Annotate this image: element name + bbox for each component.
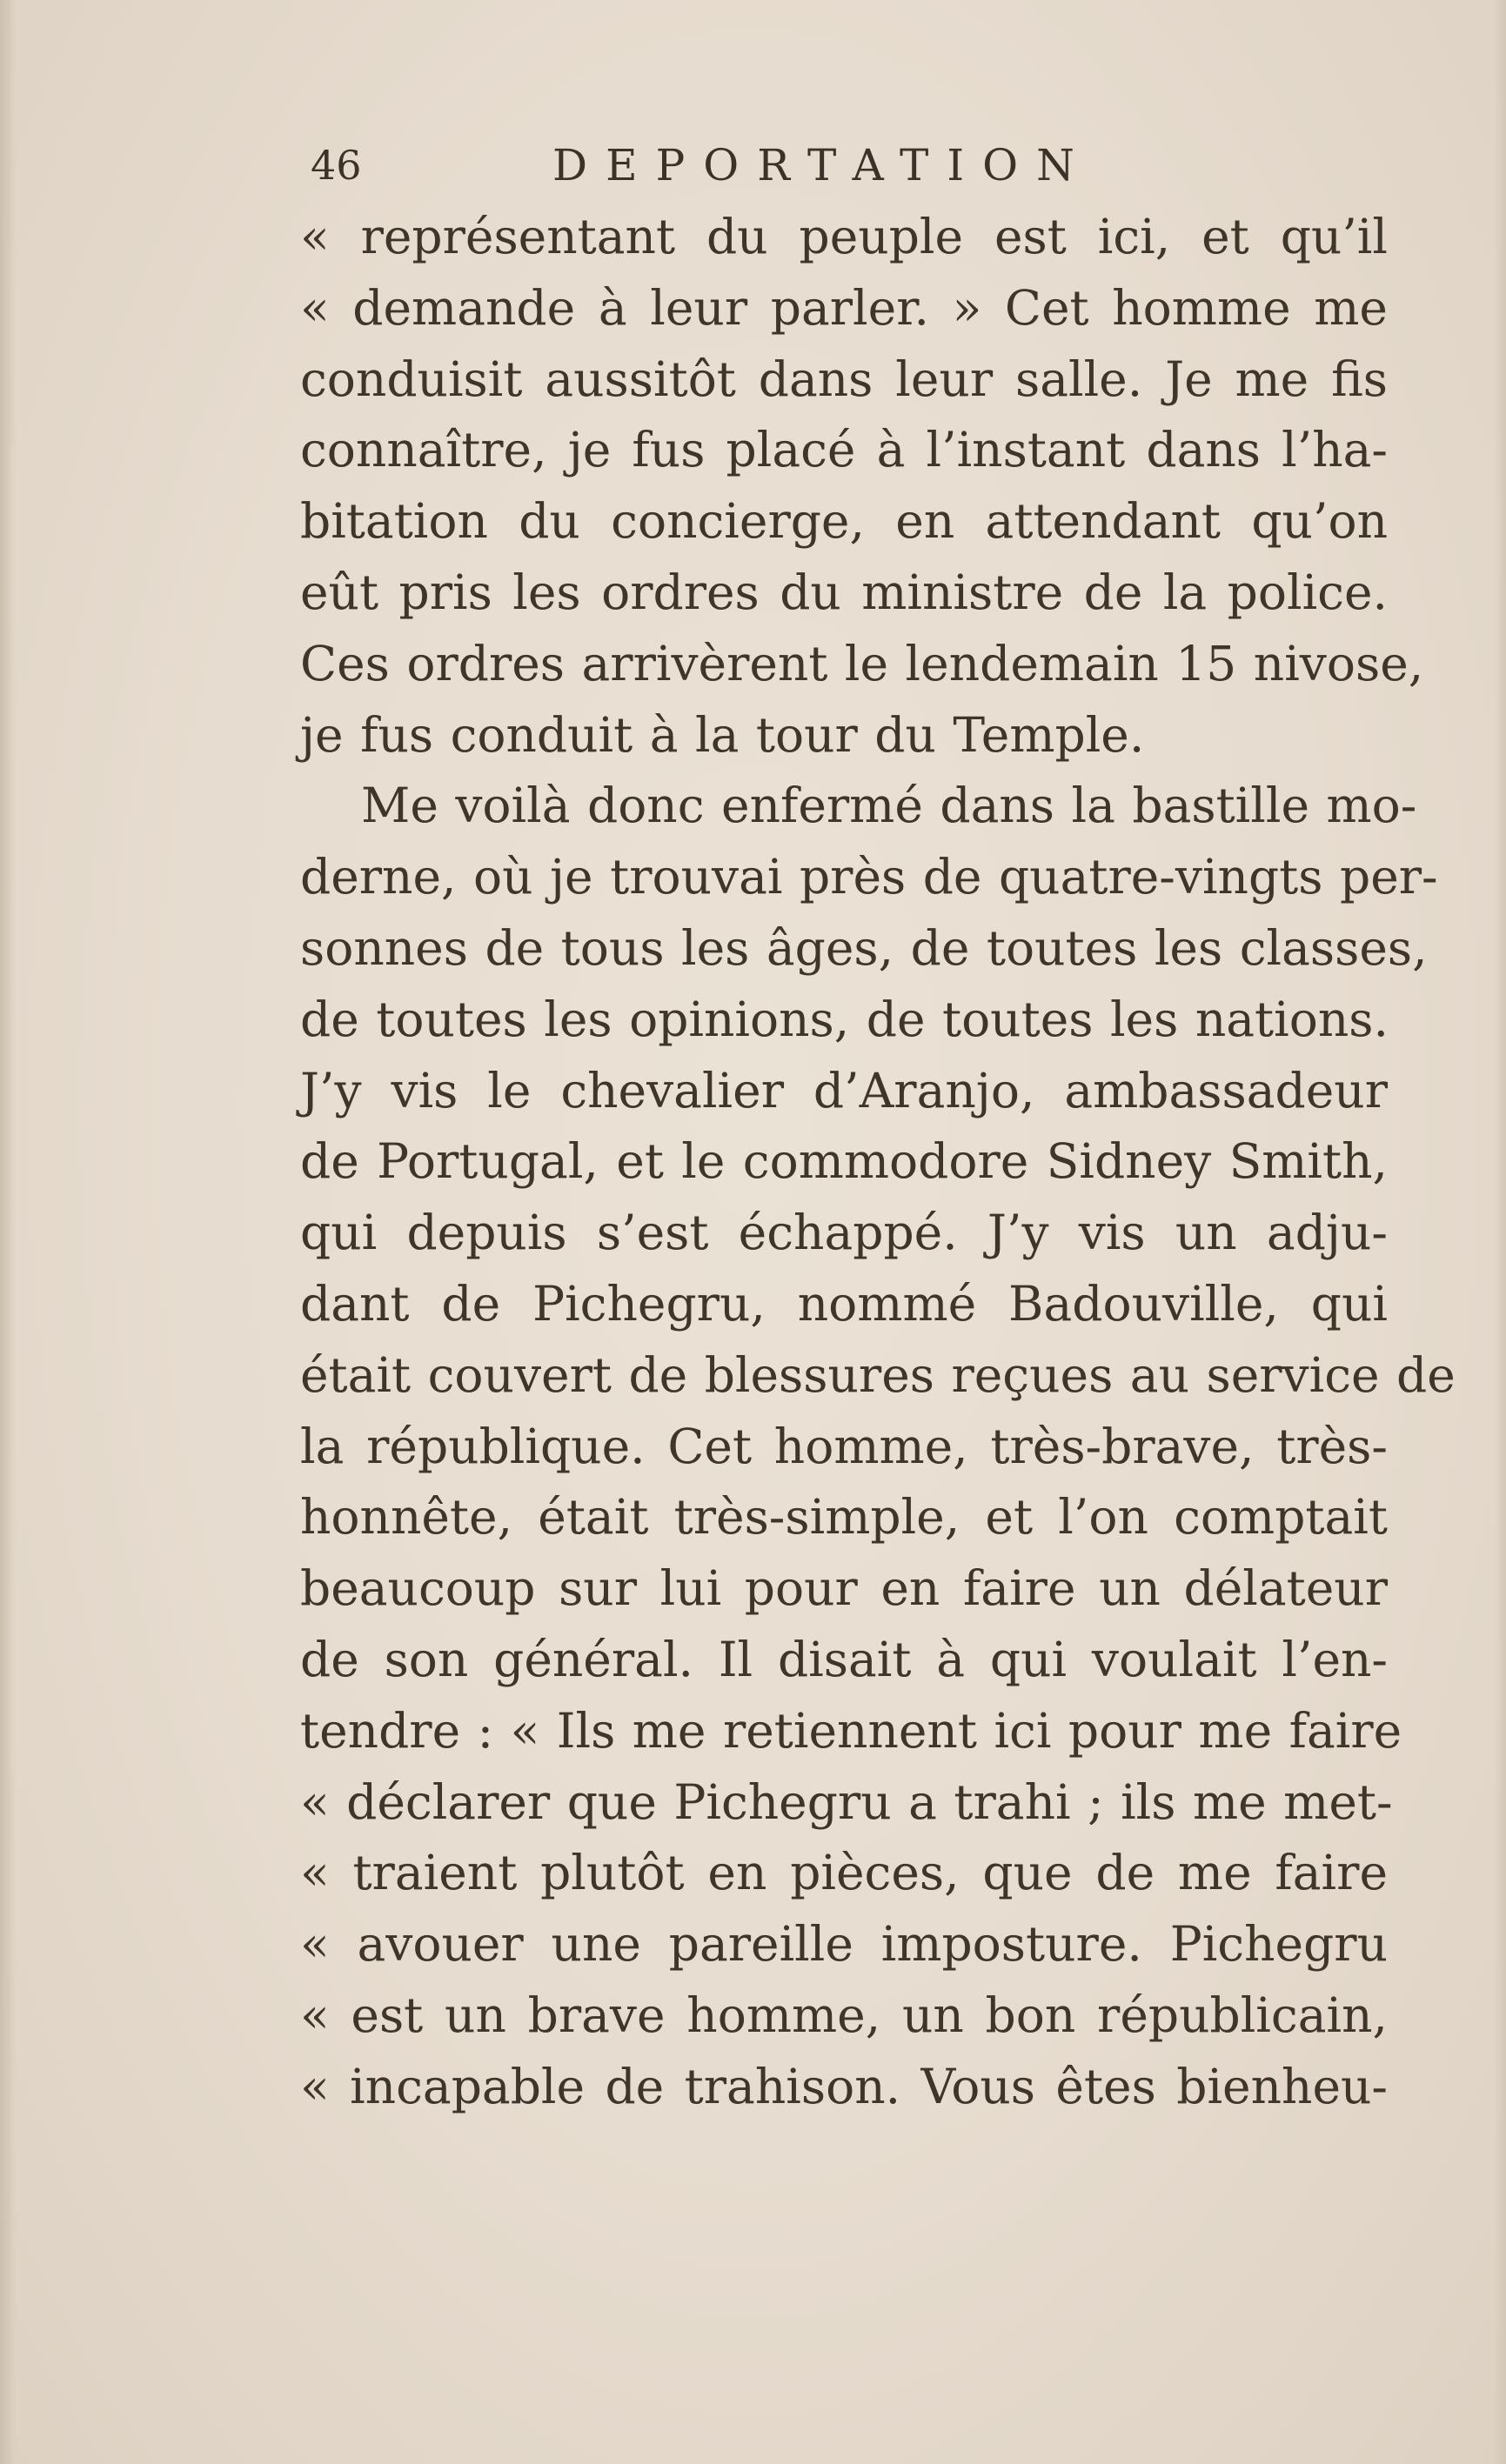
- text-line: eût pris les ordres du ministre de la police.: [300, 564, 1388, 620]
- text-line: « traient plutôt en pièces, que de me faire: [300, 1845, 1388, 1901]
- page-edge-left: [0, 0, 16, 2464]
- text-line: J’y vis le chevalier d’Aranjo, ambassadeur: [300, 1062, 1388, 1118]
- text-line: « incapable de trahison. Vous êtes bienheu-: [300, 2058, 1388, 2114]
- text-line: beaucoup sur lui pour en faire un délateur: [300, 1560, 1388, 1617]
- text-line: dant de Pichegru, nommé Badouville, qui: [300, 1275, 1388, 1332]
- text-line: la république. Cet homme, très-brave, très-: [300, 1418, 1388, 1474]
- text-line: « avouer une pareille imposture. Pichegru: [300, 1916, 1388, 1973]
- text-line: Ces ordres arrivèrent le lendemain 15 nivose,: [300, 635, 1424, 691]
- text-line: Me voilà donc enfermé dans la bastille mo-: [361, 778, 1417, 834]
- text-line: « déclarer que Pichegru a trahi ; ils me met-: [300, 1773, 1393, 1830]
- text-line: conduisit aussitôt dans leur salle. Je me fis: [300, 351, 1388, 407]
- text-line: tendre : « Ils me retiennent ici pour me faire: [300, 1702, 1402, 1759]
- text-line: était couvert de blessures reçues au service de: [300, 1346, 1456, 1403]
- text-line: honnête, était très-simple, et l’on comptait: [300, 1489, 1388, 1546]
- text-line: « est un brave homme, un bon républicain,: [300, 1987, 1388, 2043]
- text-line: sonnes de tous les âges, de toutes les classes,: [300, 919, 1428, 976]
- text-line: « représentant du peuple est ici, et qu’il: [300, 209, 1388, 264]
- page-header: [300, 130, 1388, 200]
- text-line: « demande à leur parler. » Cet homme me: [300, 279, 1388, 336]
- text-line: de son général. Il disait à qui voulait l’en-: [300, 1631, 1388, 1687]
- text-line: de toutes les opinions, de toutes les nations.: [300, 991, 1389, 1047]
- text-line: bitation du concierge, en attendant qu’on: [300, 493, 1388, 550]
- page-number: 46: [311, 142, 362, 189]
- page-edge-right: [1494, 0, 1506, 2464]
- text-line: derne, où je trouvai près de quatre-vingts per-: [300, 849, 1438, 905]
- body-text: [300, 202, 1456, 2123]
- text-line: de Portugal, et le commodore Sidney Smith,: [300, 1133, 1388, 1190]
- running-head: DEPORTATION: [552, 140, 1093, 190]
- text-line: connaître, je fus placé à l’instant dans l’ha-: [300, 422, 1388, 478]
- text-line: qui depuis s’est échappé. J’y vis un adju-: [300, 1205, 1388, 1261]
- text-line: je fus conduit à la tour du Temple.: [300, 706, 1145, 763]
